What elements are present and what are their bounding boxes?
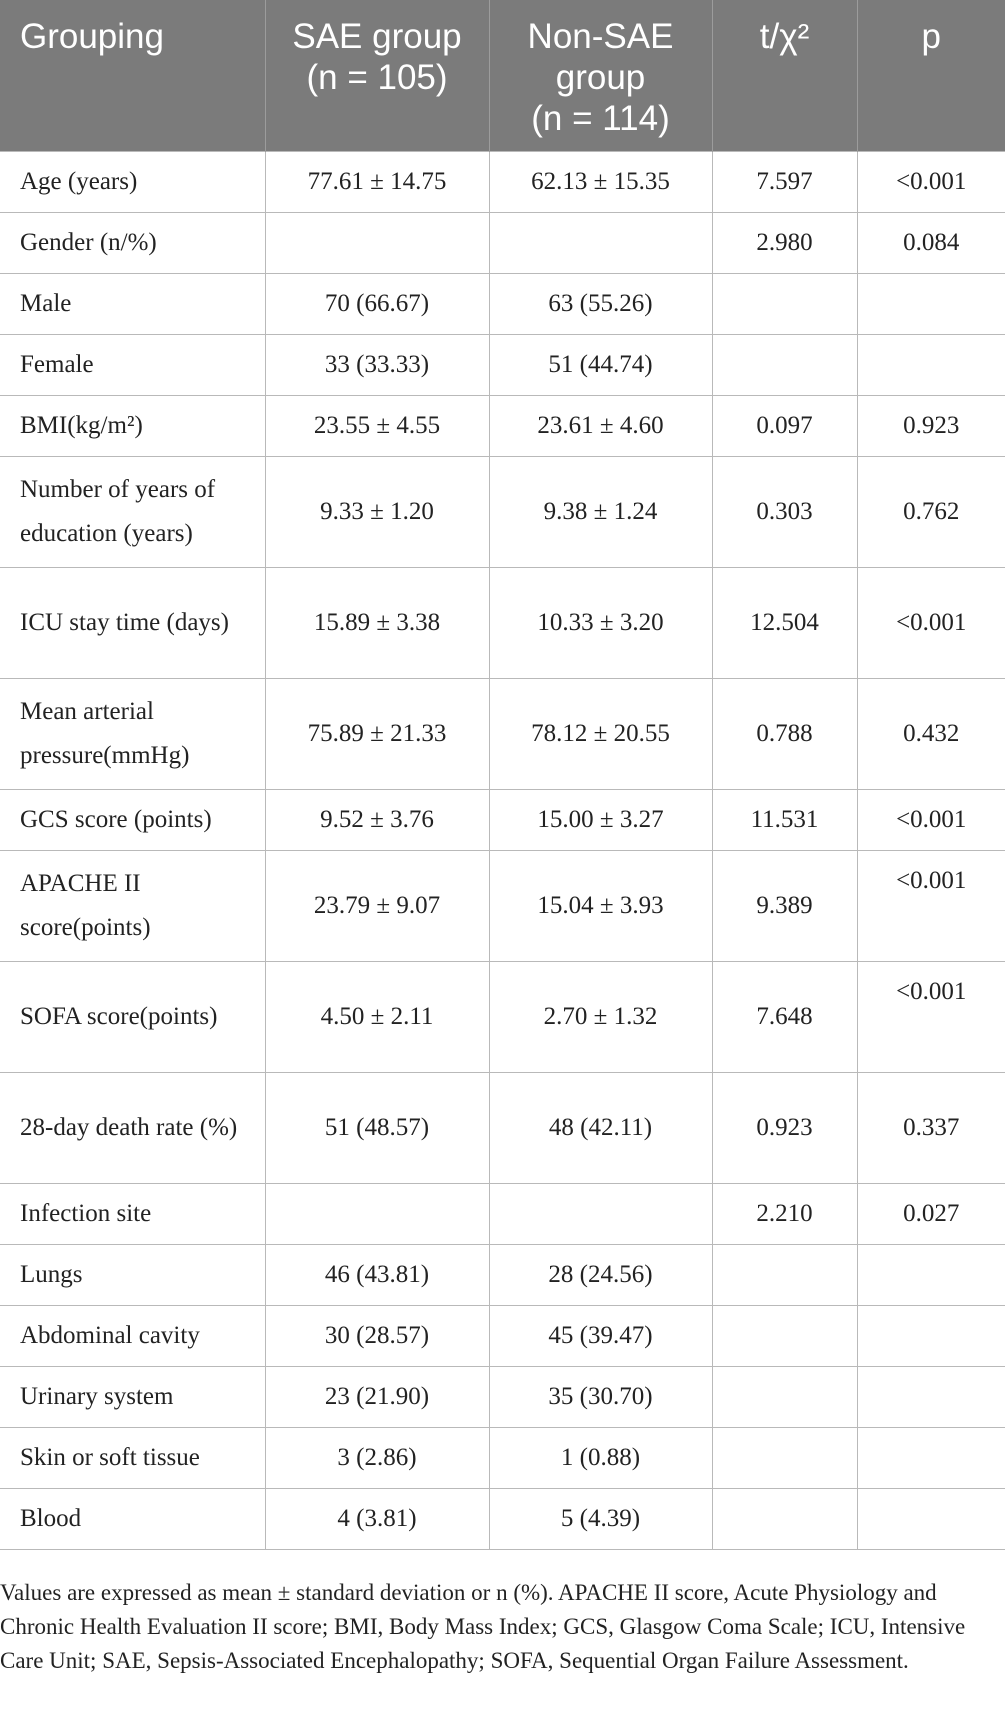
statistic-cell [712, 1428, 857, 1489]
non-sae-value-cell: 78.12 ± 20.55 [489, 679, 712, 790]
sae-value-cell: 23 (21.90) [265, 1367, 489, 1428]
table-row [0, 1367, 1005, 1428]
sae-value-cell: 9.33 ± 1.20 [265, 457, 489, 568]
header-line: Grouping [20, 17, 164, 56]
header-test-statistic [712, 0, 857, 152]
sae-value-cell: 70 (66.67) [265, 274, 489, 335]
p-value-cell: <0.001 [857, 568, 1005, 679]
p-value-cell: 0.432 [857, 679, 1005, 790]
row-label-cell: BMI(kg/m²) [0, 396, 265, 457]
non-sae-value-cell: 5 (4.39) [489, 1489, 712, 1550]
table-row [0, 679, 1005, 790]
sae-value-cell: 23.79 ± 9.07 [265, 851, 489, 962]
non-sae-value-cell: 15.00 ± 3.27 [489, 790, 712, 851]
statistic-cell [712, 335, 857, 396]
table-row [0, 335, 1005, 396]
header-line: t/χ² [759, 17, 810, 56]
row-label-cell: Number of years of education (years) [0, 457, 265, 568]
sae-value-cell: 46 (43.81) [265, 1245, 489, 1306]
row-label-cell: Skin or soft tissue [0, 1428, 265, 1489]
header-p-value [857, 0, 1005, 152]
row-label-cell: Lungs [0, 1245, 265, 1306]
header-line: p [921, 17, 941, 56]
header-line: SAE group [292, 17, 462, 56]
non-sae-value-cell [489, 1184, 712, 1245]
sae-value-cell: 9.52 ± 3.76 [265, 790, 489, 851]
sae-value-cell: 75.89 ± 21.33 [265, 679, 489, 790]
row-label-cell: Infection site [0, 1184, 265, 1245]
sae-value-cell: 77.61 ± 14.75 [265, 152, 489, 213]
sae-value-cell: 51 (48.57) [265, 1073, 489, 1184]
non-sae-value-cell [489, 213, 712, 274]
table-footnote: Values are expressed as mean ± standard deviation or n (%). APACHE II score, Acute Physiology and Chronic Health Evaluation II score; BMI, Body Mass Index; GCS, Glasgow Coma Scale; ICU, Intensive Care Unit; SAE, Sepsis-Associated Encephalopathy; SOFA, Sequential Organ Failure Assessment. [0, 1580, 966, 1673]
row-label-cell: Urinary system [0, 1367, 265, 1428]
non-sae-value-cell: 63 (55.26) [489, 274, 712, 335]
p-value-cell: <0.001 [857, 851, 1005, 962]
row-label-cell: Female [0, 335, 265, 396]
p-value-cell: 0.337 [857, 1073, 1005, 1184]
sae-value-cell: 4 (3.81) [265, 1489, 489, 1550]
table-row [0, 1073, 1005, 1184]
header-line: (n = 105) [306, 58, 448, 97]
statistic-cell: 0.303 [712, 457, 857, 568]
sae-value-cell: 33 (33.33) [265, 335, 489, 396]
table-row [0, 962, 1005, 1073]
non-sae-value-cell: 62.13 ± 15.35 [489, 152, 712, 213]
statistic-cell: 0.923 [712, 1073, 857, 1184]
non-sae-value-cell: 28 (24.56) [489, 1245, 712, 1306]
sae-value-cell: 15.89 ± 3.38 [265, 568, 489, 679]
header-grouping [0, 0, 265, 152]
p-value-cell: 0.084 [857, 213, 1005, 274]
table-row [0, 851, 1005, 962]
non-sae-value-cell: 2.70 ± 1.32 [489, 962, 712, 1073]
statistic-cell [712, 1489, 857, 1550]
non-sae-value-cell: 45 (39.47) [489, 1306, 712, 1367]
p-value-cell: <0.001 [857, 152, 1005, 213]
table-row [0, 274, 1005, 335]
sae-value-cell [265, 213, 489, 274]
table-body [0, 152, 1005, 1550]
sae-value-cell: 30 (28.57) [265, 1306, 489, 1367]
table-row [0, 396, 1005, 457]
row-label-cell: Age (years) [0, 152, 265, 213]
non-sae-value-cell: 51 (44.74) [489, 335, 712, 396]
table-row [0, 1184, 1005, 1245]
non-sae-value-cell: 10.33 ± 3.20 [489, 568, 712, 679]
row-label-cell: GCS score (points) [0, 790, 265, 851]
row-label-cell: Gender (n/%) [0, 213, 265, 274]
non-sae-value-cell: 35 (30.70) [489, 1367, 712, 1428]
row-label-cell: APACHE II score(points) [0, 851, 265, 962]
row-label-cell: ICU stay time (days) [0, 568, 265, 679]
statistic-cell [712, 1367, 857, 1428]
non-sae-value-cell: 15.04 ± 3.93 [489, 851, 712, 962]
sae-value-cell: 23.55 ± 4.55 [265, 396, 489, 457]
statistic-cell [712, 1306, 857, 1367]
header-non-sae-group [489, 0, 712, 152]
table-row [0, 790, 1005, 851]
table-row [0, 568, 1005, 679]
table-header-row [0, 0, 1005, 152]
statistic-cell: 0.097 [712, 396, 857, 457]
row-label-cell: Blood [0, 1489, 265, 1550]
non-sae-value-cell: 1 (0.88) [489, 1428, 712, 1489]
table-row [0, 213, 1005, 274]
p-value-cell: 0.027 [857, 1184, 1005, 1245]
table-row [0, 1306, 1005, 1367]
p-value-cell [857, 1306, 1005, 1367]
statistic-cell [712, 274, 857, 335]
row-label-cell: SOFA score(points) [0, 962, 265, 1073]
table-row [0, 457, 1005, 568]
statistic-cell: 9.389 [712, 851, 857, 962]
statistic-cell [712, 1245, 857, 1306]
p-value-cell [857, 1367, 1005, 1428]
non-sae-value-cell: 23.61 ± 4.60 [489, 396, 712, 457]
sae-value-cell: 4.50 ± 2.11 [265, 962, 489, 1073]
statistic-cell: 0.788 [712, 679, 857, 790]
statistic-cell: 2.210 [712, 1184, 857, 1245]
p-value-cell [857, 1489, 1005, 1550]
table-row [0, 1245, 1005, 1306]
p-value-cell: <0.001 [857, 962, 1005, 1073]
header-sae-group [265, 0, 489, 152]
statistic-cell: 7.597 [712, 152, 857, 213]
sae-value-cell [265, 1184, 489, 1245]
row-label-cell: Male [0, 274, 265, 335]
sae-value-cell: 3 (2.86) [265, 1428, 489, 1489]
p-value-cell: 0.923 [857, 396, 1005, 457]
header-line: group [555, 58, 646, 97]
table-row [0, 152, 1005, 213]
table-row [0, 1489, 1005, 1550]
p-value-cell: <0.001 [857, 790, 1005, 851]
row-label-cell: Mean arterial pressure(mmHg) [0, 679, 265, 790]
statistic-cell: 2.980 [712, 213, 857, 274]
statistic-cell: 11.531 [712, 790, 857, 851]
p-value-cell [857, 1245, 1005, 1306]
statistic-cell: 12.504 [712, 568, 857, 679]
non-sae-value-cell: 48 (42.11) [489, 1073, 712, 1184]
p-value-cell [857, 335, 1005, 396]
non-sae-value-cell: 9.38 ± 1.24 [489, 457, 712, 568]
table-row [0, 1428, 1005, 1489]
p-value-cell [857, 274, 1005, 335]
p-value-cell [857, 1428, 1005, 1489]
header-line: Non-SAE [527, 17, 674, 56]
row-label-cell: 28-day death rate (%) [0, 1073, 265, 1184]
row-label-cell: Abdominal cavity [0, 1306, 265, 1367]
p-value-cell: 0.762 [857, 457, 1005, 568]
header-line: (n = 114) [531, 99, 670, 138]
statistic-cell: 7.648 [712, 962, 857, 1073]
